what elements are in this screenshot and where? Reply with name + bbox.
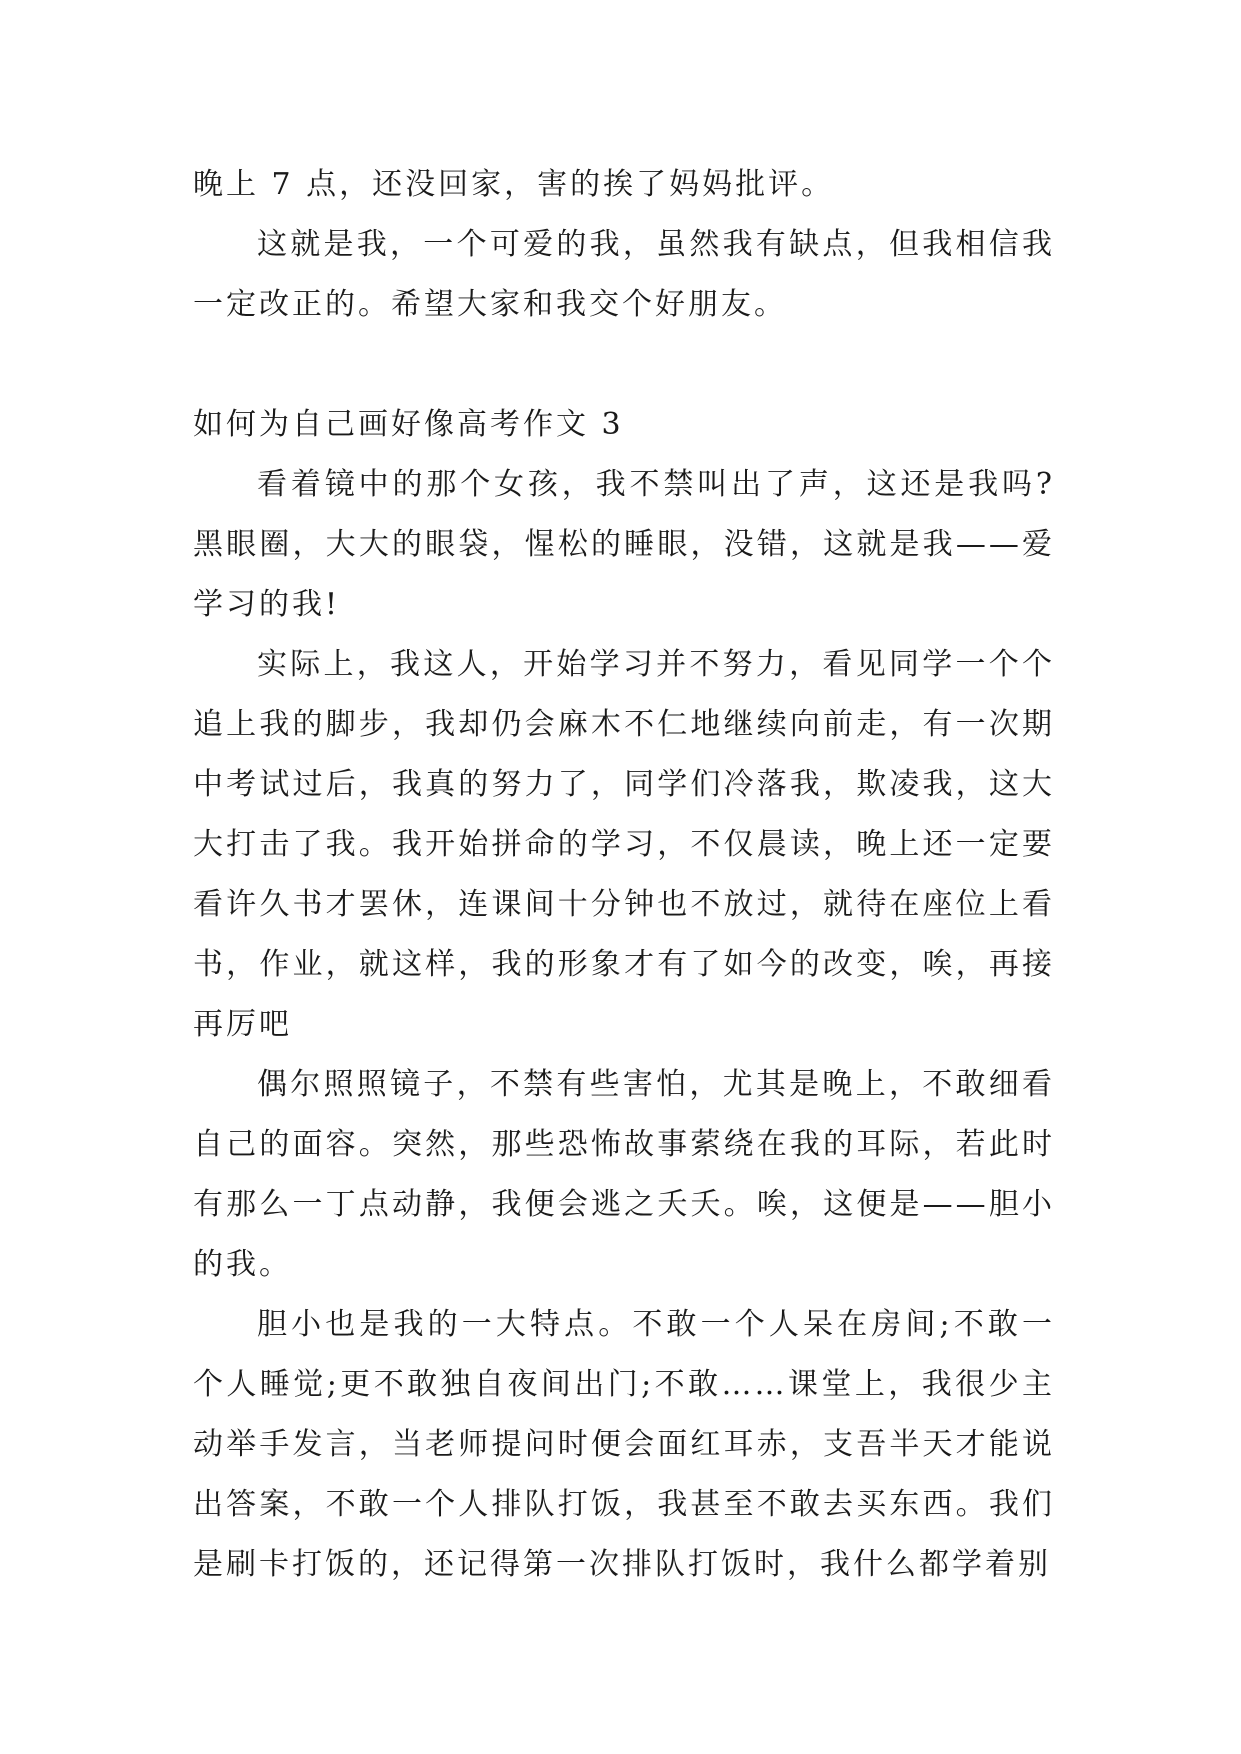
section-title: 如何为自己画好像高考作文 3 <box>193 407 624 442</box>
paragraph-continued: 晚上 7 点，还没回家，害的挨了妈妈批评。 <box>193 167 835 202</box>
paragraph-mirror: 看着镜中的那个女孩，我不禁叫出了声，这还是我吗?黑眼圈，大大的眼袋，惺松的睡眼，没错，这就是我——爱学习的我! <box>193 467 1055 622</box>
paragraph-timid: 胆小也是我的一大特点。不敢一个人呆在房间;不敢一个人睡觉;更不敢独自夜间出门;不敢……课堂上，我很少主动举手发言，当老师提问时便会面红耳赤，支吾半天才能说出答案，不敢一个人排队打饭，我甚至不敢去买东西。我们是刷卡打饭的，还记得第一次排队打饭时，我什么都学着别 <box>193 1307 1055 1582</box>
paragraph-fear: 偶尔照照镜子，不禁有些害怕，尤其是晚上，不敢细看自己的面容。突然，那些恐怖故事萦绕在我的耳际，若此时有那么一丁点动静，我便会逃之夭夭。唉，这便是——胆小的我。 <box>193 1067 1055 1282</box>
paragraph-closing: 这就是我，一个可爱的我，虽然我有缺点，但我相信我一定改正的。希望大家和我交个好朋友。 <box>193 227 1055 322</box>
paragraph-study: 实际上，我这人，开始学习并不努力，看见同学一个个追上我的脚步，我却仍会麻木不仁地继续向前走，有一次期中考试过后，我真的努力了，同学们冷落我，欺凌我，这大大打击了我。我开始拼命的学习，不仅晨读，晚上还一定要看许久书才罢休，连课间十分钟也不放过，就待在座位上看书，作业，就这样，我的形象才有了如今的改变，唉，再接再厉吧 <box>193 647 1055 1042</box>
document-body <box>193 155 1055 1595</box>
